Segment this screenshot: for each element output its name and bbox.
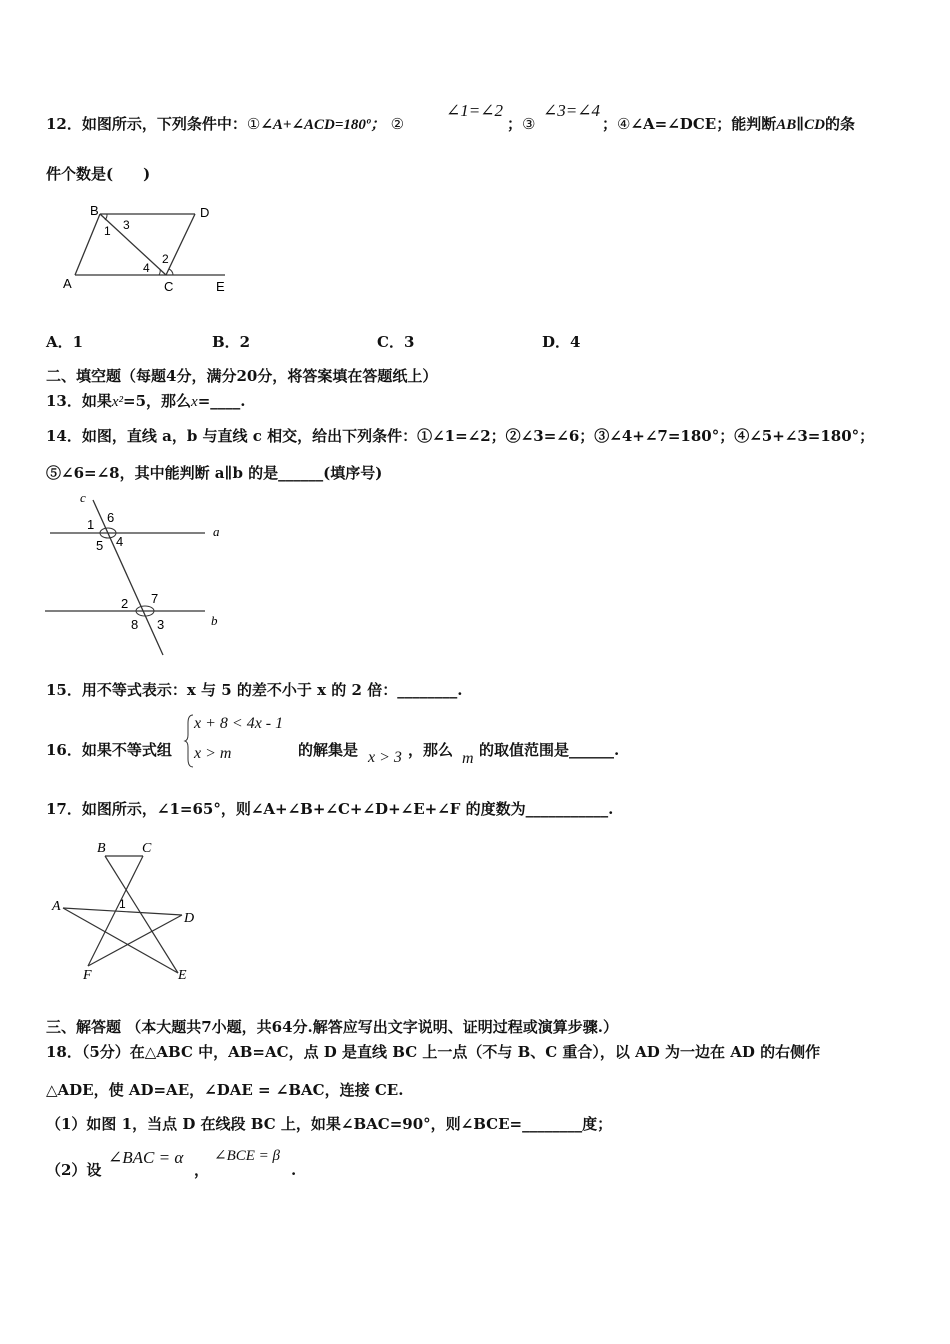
q12-option-b: B．2 xyxy=(212,333,251,351)
q16-post: 的取值范围是______. xyxy=(479,741,620,759)
q16-solution: x > 3 xyxy=(368,749,402,766)
fig12-label-C: C xyxy=(164,279,174,294)
q13: 13．如果x²=5，那么x=____. xyxy=(46,392,246,410)
fig12-label-D: D xyxy=(200,205,210,220)
q18-period: . xyxy=(291,1161,297,1179)
q18-line2: △ADE，使 AD=AE，∠DAE = ∠BAC，连接 CE. xyxy=(46,1081,404,1099)
fig12-label-2: 2 xyxy=(162,252,169,266)
fig17-label-A: A xyxy=(52,899,61,914)
q17-figure xyxy=(50,838,210,988)
q12-cond-3: ∠3=∠4 xyxy=(543,101,600,120)
q14-figure xyxy=(45,490,235,660)
q18-alpha: ∠BAC = α xyxy=(108,1148,184,1167)
fig12-label-B: B xyxy=(90,203,99,218)
q12-figure xyxy=(55,200,235,300)
q16-m: m xyxy=(462,750,474,767)
fig12-label-A: A xyxy=(63,276,72,291)
q16-ineq-1: x + 8 < 4x - 1 xyxy=(194,715,284,732)
q12-line2: 件个数是( ) xyxy=(46,165,151,183)
fig12-label-3: 3 xyxy=(123,218,130,232)
q16-ineq-2: x > m xyxy=(194,745,232,762)
fig14-label-1: 1 xyxy=(87,517,95,532)
fig14-label-3: 3 xyxy=(157,617,165,632)
fig17-label-B: B xyxy=(97,841,106,856)
fig17-label-1: 1 xyxy=(119,897,126,911)
q12-cond-2: ∠1=∠2 xyxy=(446,101,503,120)
fig17-label-D: D xyxy=(184,911,195,926)
q18-part1: （1）如图 1，当点 D 在线段 BC 上，如果∠BAC=90°，则∠BCE=________度； xyxy=(46,1115,613,1133)
q14-line2: ⑤∠6=∠8，其中能判断 a∥b 的是______(填序号) xyxy=(46,464,383,482)
fig14-label-7: 7 xyxy=(151,591,159,606)
q14-line1: 14．如图，直线 a，b 与直线 c 相交，给出下列条件：①∠1=∠2；②∠3=∠6；③∠4+∠7=180°；④∠5+∠3=180°； xyxy=(46,427,875,445)
q12-line1: 12．如图所示，下列条件中：①∠A+∠ACD=180º； ② xyxy=(46,115,405,133)
fig14-label-5: 5 xyxy=(96,538,104,553)
fig12-label-1: 1 xyxy=(104,224,111,238)
q18-beta: ∠BCE = β xyxy=(214,1148,280,1164)
fig12-label-4: 4 xyxy=(143,261,150,275)
fig17-label-F: F xyxy=(83,968,92,983)
q16-prefix: 16．如果不等式组 xyxy=(46,741,172,759)
fig12-label-E: E xyxy=(216,279,225,294)
q12-option-a: A．1 xyxy=(46,333,84,351)
q18-line1: 18．（5分）在△ABC 中，AB=AC，点 D 是直线 BC 上一点（不与 B、C 重合），以 AD 为一边在 AD 的右侧作 xyxy=(46,1043,821,1061)
fig14-label-c: c xyxy=(80,490,86,505)
q17: 17．如图所示，∠1=65°，则∠A+∠B+∠C+∠D+∠E+∠F 的度数为___________. xyxy=(46,800,614,818)
fig14-label-4: 4 xyxy=(116,534,124,549)
q12-option-c: C．3 xyxy=(377,333,415,351)
fig14-label-b: b xyxy=(211,613,218,628)
fig17-label-C: C xyxy=(142,841,152,856)
section2-heading: 二、填空题（每题4分，满分20分，将答案填在答题纸上） xyxy=(46,367,438,385)
fig17-label-E: E xyxy=(178,968,187,983)
fig14-label-8: 8 xyxy=(131,617,139,632)
fig14-label-6: 6 xyxy=(107,510,115,525)
q15: 15．用不等式表示：x 与 5 的差不小于 x 的 2 倍：________. xyxy=(46,681,463,699)
q18-part2-prefix: （2）设 xyxy=(46,1161,102,1179)
fig14-label-a: a xyxy=(213,524,220,539)
q12-line1-tail: ；④∠A=∠DCE；能判断AB∥CD的条 xyxy=(602,115,856,133)
q16-mid: 的解集是 xyxy=(298,741,359,759)
q12-option-d: D．4 xyxy=(542,333,581,351)
q18-comma: ， xyxy=(194,1161,210,1179)
q12-sep2: ；③ xyxy=(507,115,536,133)
fig14-label-2: 2 xyxy=(121,596,129,611)
q16-mid2: ，那么 xyxy=(408,741,454,759)
section3-heading: 三、解答题 （本大题共7小题，共64分.解答应写出文字说明、证明过程或演算步骤.） xyxy=(46,1018,618,1036)
